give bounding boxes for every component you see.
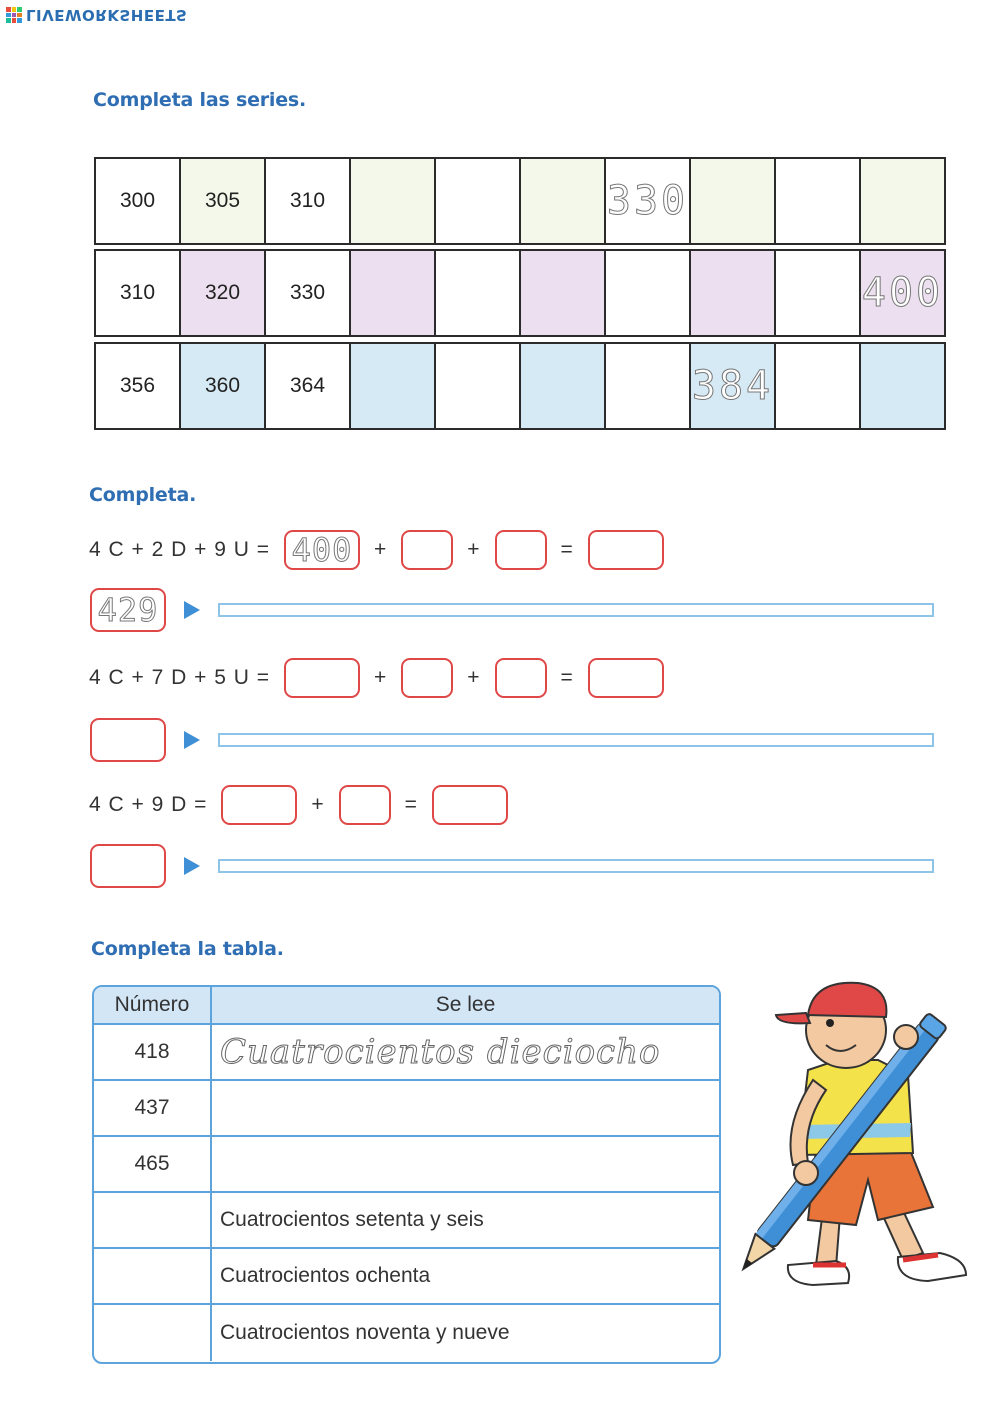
series-cell[interactable] bbox=[691, 251, 776, 335]
number-cell[interactable] bbox=[94, 1249, 212, 1303]
hundreds-box[interactable] bbox=[221, 785, 297, 825]
table-row bbox=[94, 1249, 719, 1305]
series-row bbox=[94, 249, 946, 337]
series-cell: 364 bbox=[266, 344, 351, 428]
series-cell: 360 bbox=[181, 344, 266, 428]
table-row bbox=[94, 1081, 719, 1137]
series-cell: 384 bbox=[691, 344, 776, 428]
reading-cell bbox=[212, 1193, 719, 1247]
answer-row-2 bbox=[90, 718, 934, 762]
answer-box[interactable] bbox=[90, 718, 166, 762]
tens-box[interactable] bbox=[401, 530, 453, 570]
tens-box[interactable] bbox=[339, 785, 391, 825]
logo-text: LIVEWORKSHEETS bbox=[26, 6, 188, 24]
boy-with-pencil-illustration bbox=[728, 975, 973, 1300]
series-cell: 305 bbox=[181, 159, 266, 243]
equation-3-expression: 4 C + 9 D = bbox=[89, 793, 208, 816]
equals-sign: = bbox=[404, 793, 418, 816]
writing-line[interactable] bbox=[218, 859, 934, 873]
plus-sign: + bbox=[311, 793, 325, 816]
series-cell[interactable] bbox=[351, 251, 436, 335]
table-body bbox=[94, 1025, 719, 1361]
series-row bbox=[94, 342, 946, 430]
series-cell: 300 bbox=[96, 159, 181, 243]
header-number: Número bbox=[94, 987, 212, 1023]
sum-box[interactable] bbox=[432, 785, 508, 825]
series-cell: 356 bbox=[96, 344, 181, 428]
series-cell[interactable] bbox=[351, 159, 436, 243]
equation-1 bbox=[89, 530, 664, 570]
arrow-right-icon bbox=[184, 857, 200, 875]
tens-box[interactable] bbox=[401, 658, 453, 698]
hundreds-box[interactable] bbox=[284, 658, 360, 698]
sum-box[interactable] bbox=[588, 658, 664, 698]
number-cell: 418 bbox=[94, 1025, 212, 1079]
reading-cell[interactable] bbox=[212, 1137, 719, 1191]
units-box[interactable] bbox=[495, 658, 547, 698]
table-row bbox=[94, 1305, 719, 1361]
series-cell[interactable] bbox=[436, 344, 521, 428]
reading-cell bbox=[212, 1025, 719, 1079]
series-row bbox=[94, 157, 946, 245]
series-cell[interactable] bbox=[606, 344, 691, 428]
equation-2 bbox=[89, 658, 664, 698]
complete-heading: Completa. bbox=[89, 484, 197, 506]
series-cell: 310 bbox=[266, 159, 351, 243]
series-heading: Completa las series. bbox=[93, 89, 307, 111]
series-cell[interactable] bbox=[521, 344, 606, 428]
reading-cell bbox=[212, 1249, 719, 1303]
equation-1-expression: 4 C + 2 D + 9 U = bbox=[89, 538, 271, 561]
series-cell[interactable] bbox=[521, 159, 606, 243]
table-row bbox=[94, 1025, 719, 1081]
plus-sign: + bbox=[374, 666, 388, 689]
number-cell[interactable] bbox=[94, 1193, 212, 1247]
series-cell[interactable] bbox=[776, 344, 861, 428]
series-cell: 330 bbox=[266, 251, 351, 335]
series-cell[interactable] bbox=[691, 159, 776, 243]
series-cell[interactable] bbox=[776, 251, 861, 335]
series-cell[interactable] bbox=[606, 251, 691, 335]
table-heading: Completa la tabla. bbox=[91, 938, 284, 960]
reading-cell bbox=[212, 1305, 719, 1361]
reading-text: Cuatrocientos dieciocho bbox=[220, 1032, 661, 1072]
logo-squares-icon bbox=[6, 7, 22, 23]
answer-row-3 bbox=[90, 844, 934, 888]
arrow-right-icon bbox=[184, 601, 200, 619]
series-cell[interactable] bbox=[351, 344, 436, 428]
series-cell: 400 bbox=[861, 251, 944, 335]
table-row bbox=[94, 1193, 719, 1249]
answer-box[interactable] bbox=[90, 844, 166, 888]
series-cell[interactable] bbox=[861, 159, 944, 243]
arrow-right-icon bbox=[184, 731, 200, 749]
series-cell: 310 bbox=[96, 251, 181, 335]
answer-row-1 bbox=[90, 588, 934, 632]
plus-sign: + bbox=[467, 538, 481, 561]
plus-sign: + bbox=[467, 666, 481, 689]
series-cell: 330 bbox=[606, 159, 691, 243]
equals-sign: = bbox=[560, 666, 574, 689]
plus-sign: + bbox=[374, 538, 388, 561]
reading-text: Cuatrocientos noventa y nueve bbox=[220, 1321, 510, 1344]
series-cell[interactable] bbox=[521, 251, 606, 335]
writing-line[interactable] bbox=[218, 733, 934, 747]
series-cell[interactable] bbox=[776, 159, 861, 243]
number-cell: 465 bbox=[94, 1137, 212, 1191]
answer-box[interactable]: 429 bbox=[90, 588, 166, 632]
liveworksheets-logo bbox=[6, 4, 187, 26]
equals-sign: = bbox=[560, 538, 574, 561]
series-cell[interactable] bbox=[861, 344, 944, 428]
writing-line[interactable] bbox=[218, 603, 934, 617]
series-cell[interactable] bbox=[436, 251, 521, 335]
hundreds-box[interactable]: 400 bbox=[284, 530, 360, 570]
equation-2-expression: 4 C + 7 D + 5 U = bbox=[89, 666, 271, 689]
table-row bbox=[94, 1137, 719, 1193]
sum-box[interactable] bbox=[588, 530, 664, 570]
reading-text: Cuatrocientos ochenta bbox=[220, 1264, 431, 1287]
header-reading: Se lee bbox=[435, 993, 496, 1016]
series-cell[interactable] bbox=[436, 159, 521, 243]
units-box[interactable] bbox=[495, 530, 547, 570]
reading-text: Cuatrocientos setenta y seis bbox=[220, 1208, 484, 1231]
table-header bbox=[94, 987, 719, 1025]
equation-3 bbox=[89, 785, 508, 825]
number-reading-table bbox=[92, 985, 721, 1364]
reading-cell[interactable] bbox=[212, 1081, 719, 1135]
number-cell: 437 bbox=[94, 1081, 212, 1135]
number-cell[interactable] bbox=[94, 1305, 212, 1361]
series-cell: 320 bbox=[181, 251, 266, 335]
